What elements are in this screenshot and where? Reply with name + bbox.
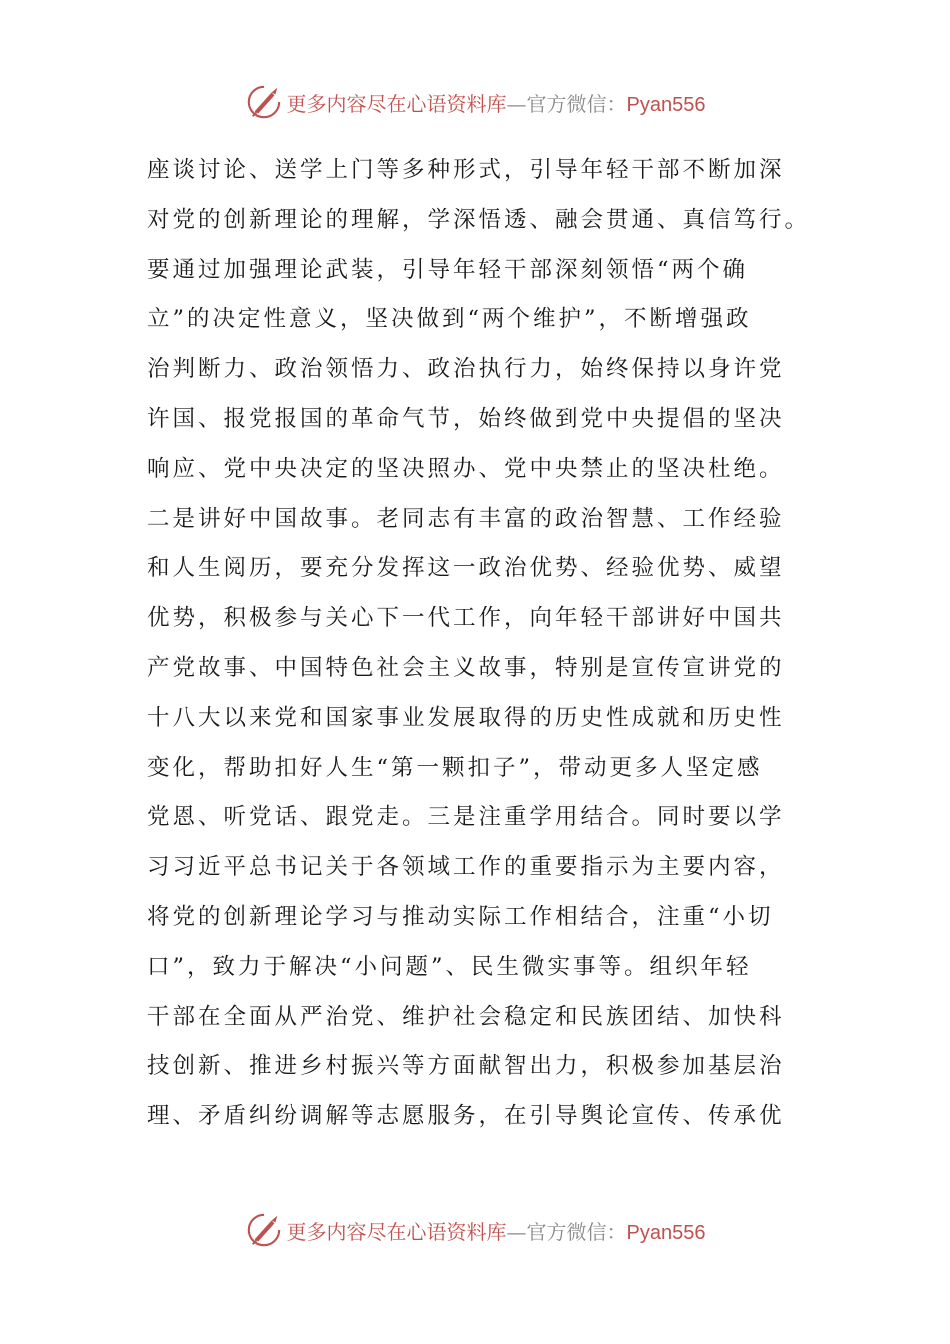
footer-dash: — (506, 1219, 527, 1244)
header-brand-text: 更多内容尽在心语资料库 (286, 91, 507, 116)
text-line: 变化，帮助扣好人生“第一颗扣子”，带动更多人坚定感 (147, 754, 763, 781)
text-line: 十八大以来党和国家事业发展取得的历史性成就和历史性 (147, 704, 785, 731)
text-line: 技创新、推进乡村振兴等方面献智出力，积极参加基层治 (147, 1053, 785, 1080)
text-line: 立”的决定性意义，坚决做到“两个维护”，不断增强政 (147, 306, 752, 333)
text-line: 二是讲好中国故事。老同志有丰富的政治智慧、工作经验 (147, 505, 785, 532)
text-line: 将党的创新理论学习与推动实际工作相结合，注重“小切 (147, 903, 774, 930)
text-line: 党恩、听党话、跟党走。三是注重学用结合。同时要以学 (147, 804, 785, 831)
footer-watermark (0, 1208, 950, 1252)
quill-pen-circle-icon (245, 1211, 283, 1249)
text-line: 和人生阅历，要充分发挥这一政治优势、经验优势、威望 (147, 555, 785, 582)
text-line: 要通过加强理论武装，引导年轻干部深刻领悟“两个确 (147, 256, 749, 283)
text-line: 理、矛盾纠纷调解等志愿服务，在引导舆论宣传、传承优 (147, 1103, 785, 1130)
header-dash: — (506, 91, 527, 116)
text-line: 对党的创新理论的理解，学深悟透、融会贯通、真信笃行。 (147, 206, 811, 233)
footer-wechat-label: 官方微信： (526, 1219, 627, 1244)
footer-brand-text: 更多内容尽在心语资料库 (286, 1219, 507, 1244)
text-line: 座谈讨论、送学上门等多种形式，引导年轻干部不断加深 (147, 157, 785, 183)
body-text (147, 146, 811, 1142)
text-line: 许国、报党报国的革命气节，始终做到党中央提倡的坚决 (147, 405, 785, 432)
quill-pen-circle-icon (245, 83, 283, 121)
header-wechat-id: Pyan556 (626, 93, 706, 116)
text-line: 优势，积极参与关心下一代工作，向年轻干部讲好中国共 (147, 605, 785, 632)
text-line: 口”，致力于解决“小问题”、民生微实事等。组织年轻 (147, 953, 752, 980)
text-line: 干部在全面从严治党、维护社会稳定和民族团结、加快科 (147, 1003, 785, 1030)
header-wechat-label: 官方微信： (526, 91, 627, 116)
footer-wechat-id: Pyan556 (626, 1221, 706, 1244)
header-watermark (0, 80, 950, 124)
text-line: 治判断力、政治领悟力、政治执行力，始终保持以身许党 (147, 356, 785, 383)
text-line: 响应、党中央决定的坚决照办、党中央禁止的坚决杜绝。 (147, 455, 785, 482)
text-line: 习习近平总书记关于各领域工作的重要指示为主要内容， (147, 854, 785, 881)
text-line: 产党故事、中国特色社会主义故事，特别是宣传宣讲党的 (147, 654, 785, 681)
